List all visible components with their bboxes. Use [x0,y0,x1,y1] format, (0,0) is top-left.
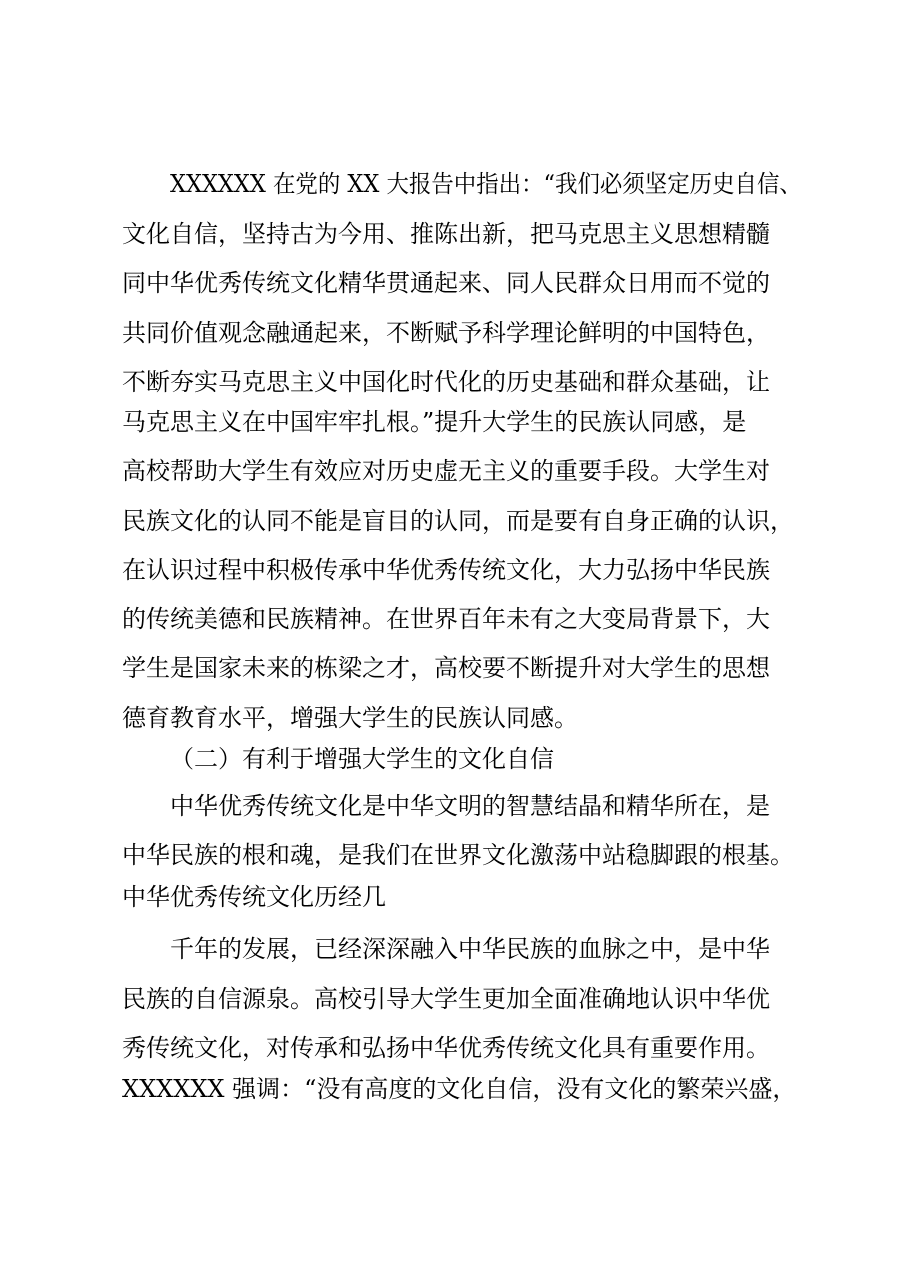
paragraph-2-line-3 [122,877,802,917]
paragraph-1-line-10 [122,599,802,639]
paragraph-1-line-6 [122,402,802,442]
paragraph-1-line-1 [170,164,802,204]
paragraph-1-line-7 [122,451,802,491]
paragraph-3-line-2 [122,979,802,1019]
text-line: 马克思主义在中国牢牢扎根。”提升大学生的民族认同感，是 [122,408,747,436]
paragraph-1-line-8 [122,501,802,541]
text-line: 秀传统文化，对传承和弘扬中华优秀传统文化具有重要作用。 [122,1034,770,1062]
text-line: 共同价值观念融通起来，不断赋予科学理论鲜明的中国特色， [122,319,770,347]
paragraph-1-line-5 [122,362,802,402]
paragraph-1-line-9 [122,550,802,590]
paragraph-2-line-1 [170,786,802,826]
text-line: 学生是国家未来的栋梁之才，高校要不断提升对大学生的思想 [122,654,770,682]
paragraph-2-line-2 [122,835,802,875]
heading-text: （二）有利于增强大学生的文化自信 [170,745,554,773]
text-line: XXXXXX 在党的 XX 大报告中指出：“我们必须坚定历史自信、 [170,170,802,198]
paragraph-1-line-11 [122,648,802,688]
text-line: 在认识过程中积极传承中华优秀传统文化，大力弘扬中华民族 [122,556,770,584]
paragraph-1-line-12 [122,698,802,738]
text-line: 民族文化的认同不能是盲目的认同，而是要有自身正确的认识， [122,507,794,535]
text-line: 中华优秀传统文化历经几 [122,883,386,911]
text-line: 德育教育水平，增强大学生的民族认同感。 [122,704,578,732]
text-line: 高校帮助大学生有效应对历史虚无主义的重要手段。大学生对 [122,457,770,485]
text-line: XXXXXX 强调：“没有高度的文化自信，没有文化的繁荣兴盛， [122,1075,797,1103]
text-line: 中华优秀传统文化是中华文明的智慧结晶和精华所在，是 [170,792,770,820]
text-line: 的传统美德和民族精神。在世界百年未有之大变局背景下，大 [122,605,770,633]
text-line: 不断夯实马克思主义中国化时代化的历史基础和群众基础，让 [122,368,770,396]
paragraph-1-line-3 [122,263,802,303]
paragraph-3-line-1 [170,929,802,969]
text-line: 同中华优秀传统文化精华贯通起来、同人民群众日用而不觉的 [122,269,770,297]
text-line: 千年的发展，已经深深融入中华民族的血脉之中，是中华 [170,935,770,963]
text-line: 中华民族的根和魂，是我们在世界文化激荡中站稳脚跟的根基。 [122,841,794,869]
paragraph-3-line-3 [122,1028,802,1068]
text-line: 民族的自信源泉。高校引导大学生更加全面准确地认识中华优 [122,985,770,1013]
paragraph-3-line-4 [122,1069,802,1109]
paragraph-1-line-2 [122,214,802,254]
paragraph-1-line-4 [122,313,802,353]
section-heading [170,739,802,779]
text-line: 文化自信，坚持古为今用、推陈出新，把马克思主义思想精髓 [122,220,770,248]
